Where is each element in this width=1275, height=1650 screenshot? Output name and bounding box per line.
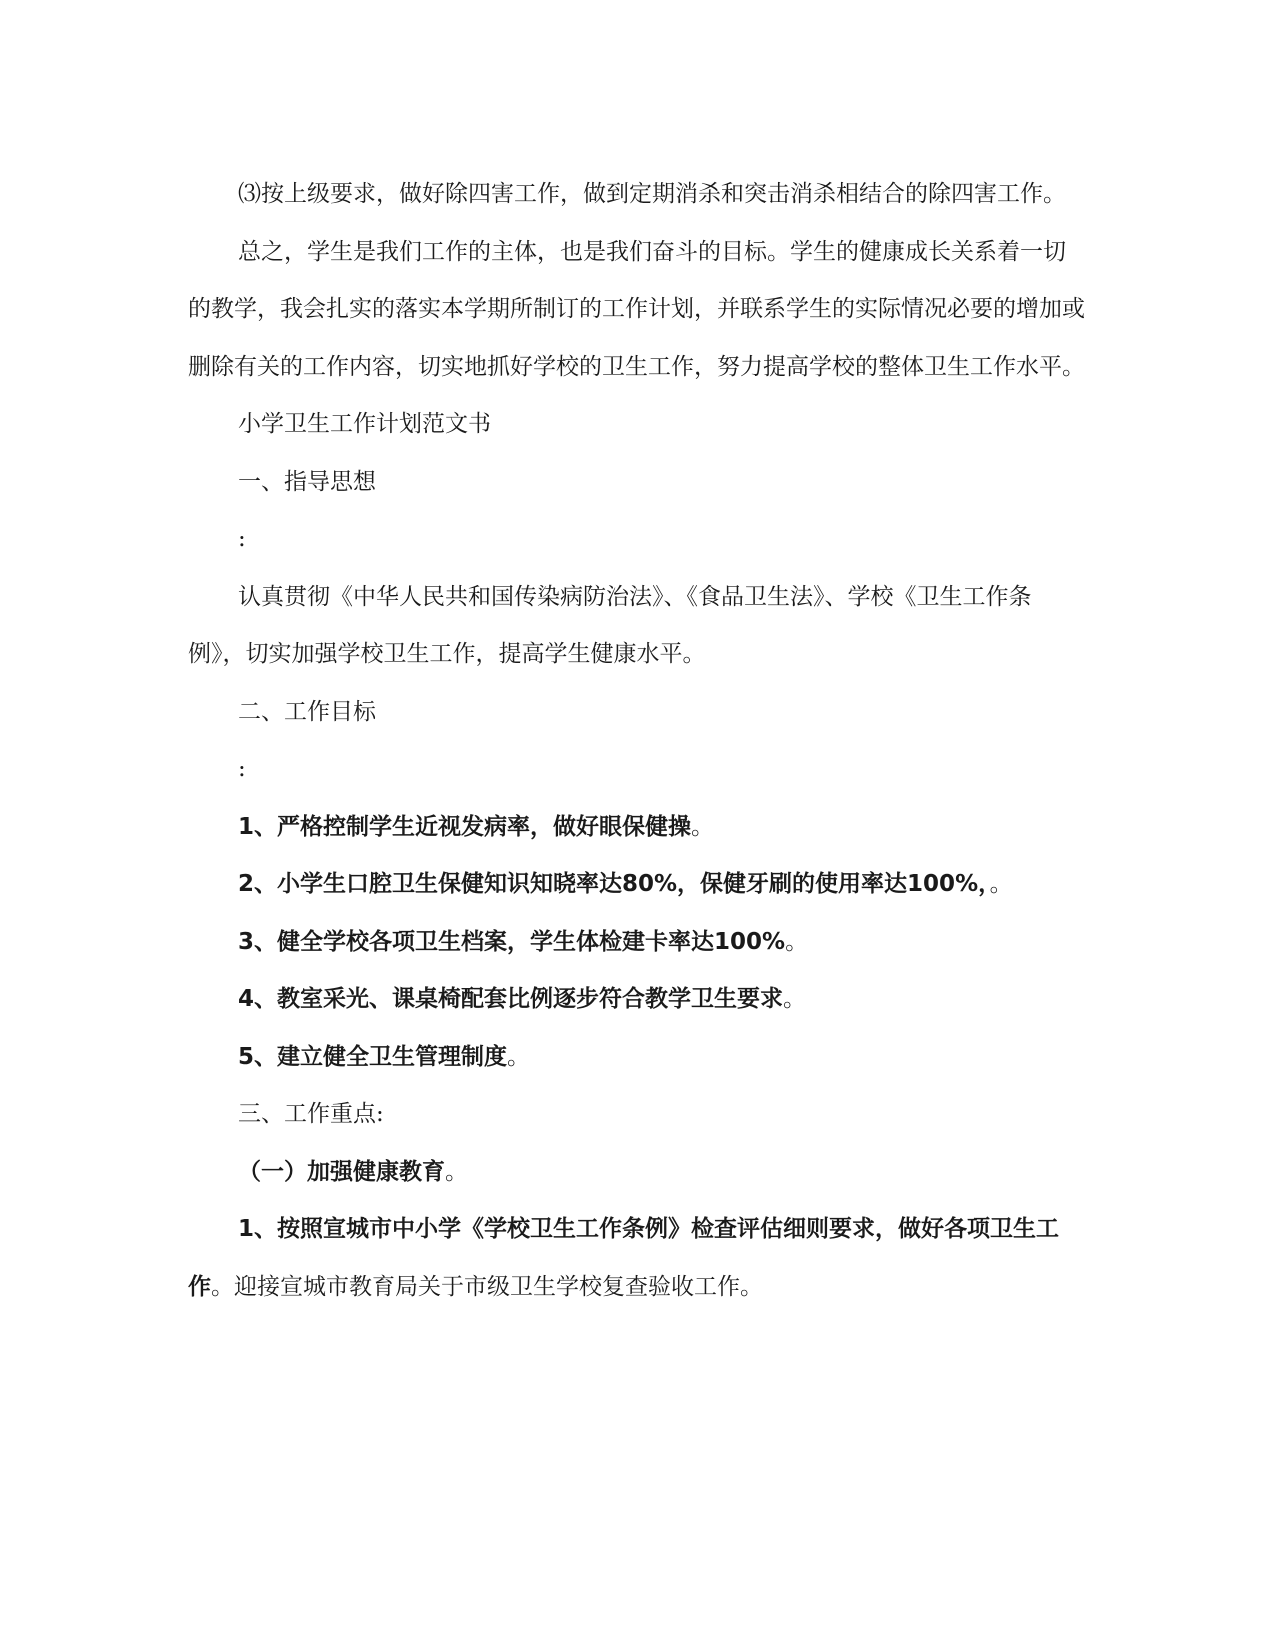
section-3-heading: 三、工作重点:	[238, 1101, 384, 1127]
goal-item-text: 1、严格控制学生近视发病率，做好眼保健操	[238, 813, 692, 840]
goal-item-tail: 。	[783, 986, 807, 1012]
section-2-heading: 二、工作目标	[238, 698, 376, 725]
goal-item-tail: 。	[691, 813, 715, 840]
goal-item	[188, 799, 1085, 857]
work-item-1-tail: 。迎接宣城市教育局关于市级卫生学校复查验收工作。	[211, 1273, 763, 1300]
section-2-colon: :	[238, 756, 246, 782]
goal-item-text: 4、教室采光、课桌椅配套比例逐步符合教学卫生要求	[238, 986, 784, 1012]
goal-item	[188, 971, 1085, 1029]
document-title: 小学卫生工作计划范文书	[238, 411, 491, 437]
paragraph-pest-control: ⑶按上级要求，做好除四害工作，做到定期消杀和突击消杀相结合的除四害工作。	[238, 181, 1066, 207]
goal-item-text: 3、健全学校各项卫生档案，学生体检建卡率达100%	[238, 928, 786, 955]
work-item-1	[188, 1201, 1085, 1316]
goal-item-text: 5、建立健全卫生管理制度	[238, 1043, 508, 1070]
goal-item-tail: 。	[507, 1043, 531, 1070]
paragraph-summary: 总之，学生是我们工作的主体，也是我们奋斗的目标。学生的健康成长关系着一切的教学，我会扎实的落实本学期所制订的工作计划，并联系学生的实际情况必要的增加或删除有关的工作内容，切实地抓好学校的卫生工作，努力提高学校的整体卫生工作水平。	[188, 238, 1085, 380]
goal-item	[188, 914, 1085, 972]
work-item-1-text: 1、按照宣城市中小学《学校卫生工作条例》检查评估细则要求，做好各项卫生工作	[188, 1216, 1060, 1300]
section-1-heading: 一、指导思想	[238, 468, 376, 495]
subsection-1-heading-text: （一）加强健康教育	[238, 1158, 445, 1185]
document-body	[188, 166, 1085, 1316]
subsection-1-heading	[188, 1144, 1085, 1202]
section-1-body: 认真贯彻《中华人民共和国传染病防治法》、《食品卫生法》、学校《卫生工作条例》，切实加强学校卫生工作，提高学生健康水平。	[188, 583, 1032, 667]
goal-item-text: 2、小学生口腔卫生保健知识知晓率达80%，保健牙刷的使用率达100%，	[238, 871, 990, 897]
section-1-colon: :	[238, 526, 246, 552]
goal-item	[188, 856, 1085, 914]
goal-item	[188, 1029, 1085, 1087]
subsection-1-heading-tail: 。	[445, 1158, 468, 1185]
goal-item-tail: 。	[989, 871, 1013, 897]
goal-item-tail: 。	[785, 928, 809, 955]
